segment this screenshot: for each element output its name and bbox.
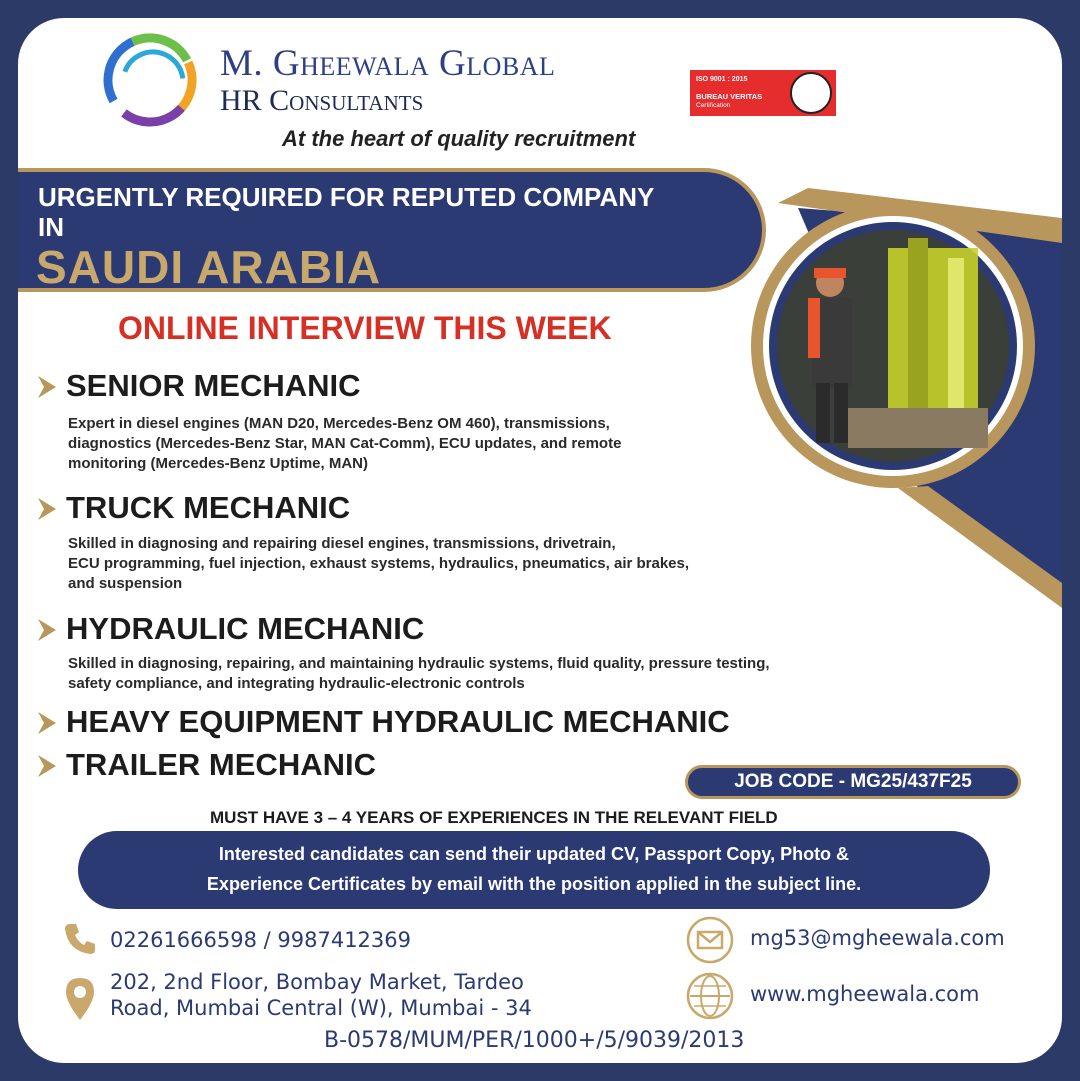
phone-icon: [62, 921, 98, 957]
experience-requirement: MUST HAVE 3 – 4 YEARS OF EXPERIENCES IN THE RELEVANT FIELD: [210, 808, 778, 827]
banner-country: SAUDI ARABIA: [36, 241, 382, 293]
banner-line2: IN: [38, 212, 64, 242]
certification-badge: [690, 70, 836, 116]
job-desc-line: ECU programming, fuel injection, exhaust systems, hydraulics, pneumatics, air brakes,: [68, 555, 690, 572]
apply-line1: Interested candidates can send their updated CV, Passport Copy, Photo &: [218, 844, 850, 864]
chevron-right-icon: [36, 710, 58, 736]
job-code-badge: JOB CODE - MG25/437F25: [685, 765, 1021, 799]
website-link[interactable]: www.mgheewala.com: [750, 982, 980, 1006]
job-title-senior-mechanic: SENIOR MECHANIC: [66, 368, 361, 403]
chevron-right-icon: [36, 496, 58, 522]
address-line2: Road, Mumbai Central (W), Mumbai - 34: [110, 996, 532, 1020]
company-logo-icon: [100, 30, 200, 130]
job-desc-line: diagnostics (Mercedes-Benz Star, MAN Cat-Comm), ECU updates, and remote: [68, 435, 622, 452]
job-title-truck-mechanic: TRUCK MECHANIC: [66, 490, 351, 525]
brand-tagline: At the heart of quality recruitment: [282, 126, 636, 151]
chevron-right-icon: [36, 374, 58, 400]
email-icon: [686, 916, 734, 964]
apply-line2: Experience Certificates by email with the position applied in the subject line.: [206, 874, 862, 894]
cert-label: Certification: [696, 102, 731, 109]
chevron-right-icon: [36, 617, 58, 643]
brand-subtitle: HR Consultants: [220, 84, 424, 117]
email-link[interactable]: mg53@mgheewala.com: [750, 926, 1005, 950]
poster-card: [18, 18, 1062, 1063]
job-desc-line: Skilled in diagnosing, repairing, and maintaining hydraulic systems, fluid quality, pressure testing,: [68, 655, 770, 672]
job-desc-line: Expert in diesel engines (MAN D20, Mercedes-Benz OM 460), transmissions,: [68, 415, 610, 432]
job-title-heavy-equipment-hydraulic-mechanic: HEAVY EQUIPMENT HYDRAULIC MECHANIC: [66, 704, 730, 739]
interview-notice: ONLINE INTERVIEW THIS WEEK: [118, 310, 612, 346]
job-desc-senior-mechanic: [68, 414, 621, 474]
banner-line1: URGENTLY REQUIRED FOR REPUTED COMPANY: [38, 182, 655, 212]
phone-numbers[interactable]: 02261666598 / 9987412369: [110, 928, 412, 952]
address-line1: 202, 2nd Floor, Bombay Market, Tardeo: [110, 970, 524, 994]
cert-issuer: BUREAU VERITAS: [696, 92, 763, 101]
job-desc-line: and suspension: [68, 575, 183, 592]
job-desc-line: safety compliance, and integrating hydraulic-electronic controls: [68, 675, 525, 692]
brand-name: M. Gheewala Global: [220, 43, 556, 84]
cert-iso: ISO 9001 : 2015: [696, 76, 748, 83]
job-desc-hydraulic-mechanic: [68, 654, 770, 694]
job-desc-truck-mechanic: [68, 534, 689, 594]
location-pin-icon: [64, 976, 96, 1022]
bureau-veritas-seal-icon: [790, 72, 832, 114]
registration-number: B-0578/MUM/PER/1000+/5/9039/2013: [324, 1028, 745, 1053]
apply-instructions-box: [78, 831, 990, 909]
hero-photo-frame: [738, 188, 1062, 618]
job-desc-line: Skilled in diagnosing and repairing diesel engines, transmissions, drivetrain,: [68, 535, 616, 552]
job-desc-line: monitoring (Mercedes-Benz Uptime, MAN): [68, 455, 369, 472]
job-title-trailer-mechanic: TRAILER MECHANIC: [66, 747, 376, 782]
globe-icon: [686, 972, 734, 1020]
chevron-right-icon: [36, 753, 58, 779]
job-title-hydraulic-mechanic: HYDRAULIC MECHANIC: [66, 611, 425, 646]
